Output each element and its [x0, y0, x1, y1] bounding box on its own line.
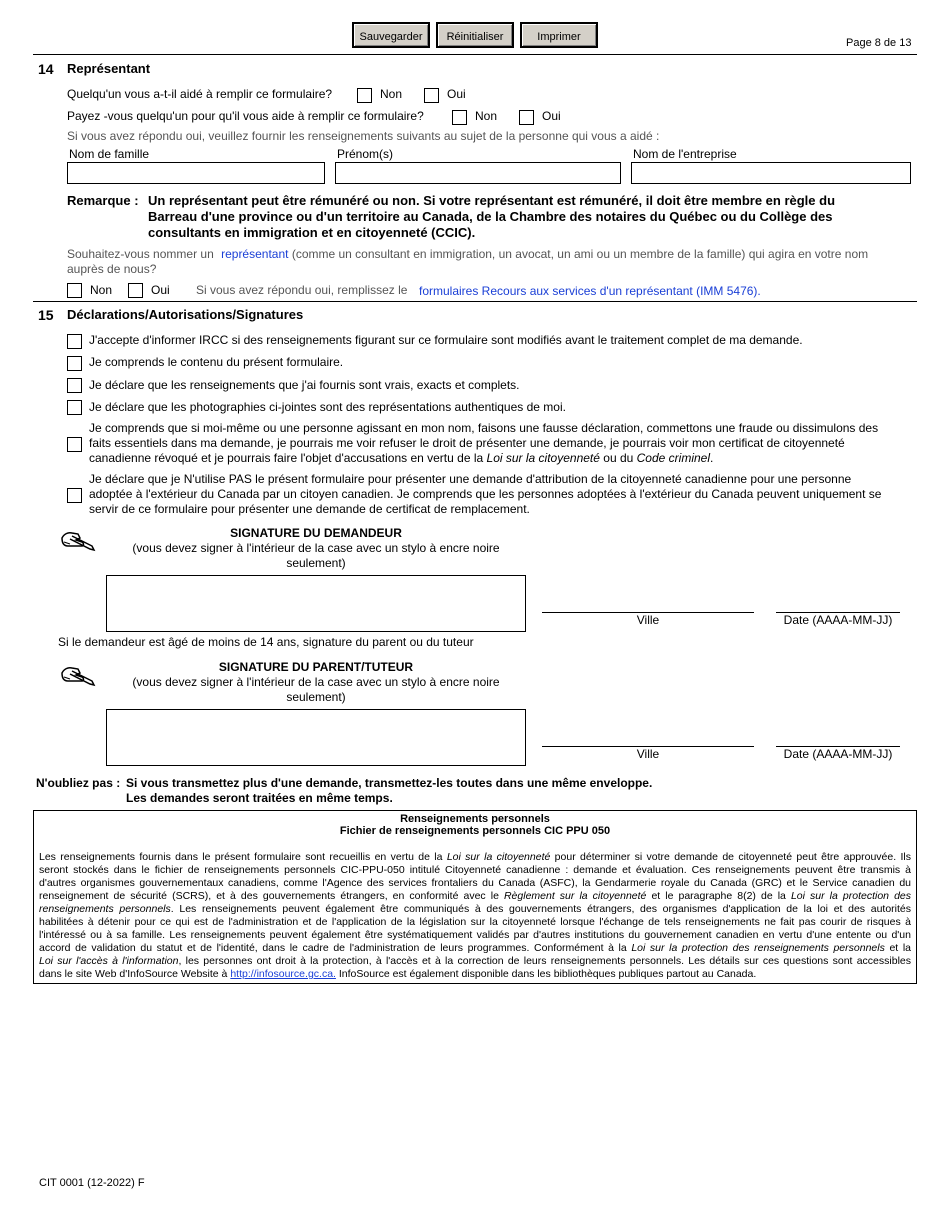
privacy-line: [39, 942, 911, 955]
appoint-suffix: (comme un consultant en immigration, un avocat, un ami ou un membre de la famille) qui agira en votre nom: [291, 247, 869, 261]
declaration-fraud-checkbox[interactable]: [67, 437, 82, 452]
section-15-title: Déclarations/Autorisations/Signatures: [67, 307, 304, 322]
representative-link[interactable]: représentant: [221, 247, 289, 261]
fraud-line-3-c: .: [710, 451, 714, 465]
parent-signature-instruction-1: (vous devez signer à l'intérieur de la case avec un stylo à encre noire: [132, 675, 500, 689]
paid-no-checkbox[interactable]: [452, 110, 467, 125]
privacy-text: seront stockés dans le fichier de renseignements personnels CIC-PPU-050 intitulé Citoyenneté canadienne : demande et évaluation. Ces renseignements peuvent être transmis à: [39, 864, 911, 876]
privacy-line: [39, 929, 911, 942]
applicant-signature-instruction-2: seulement): [286, 556, 346, 570]
helped-yes-label: Oui: [447, 87, 466, 101]
appoint-yes-label: Oui: [151, 283, 170, 297]
paid-no-label: Non: [475, 109, 498, 123]
applicant-city-label: Ville: [636, 613, 660, 627]
privacy-line: [39, 916, 911, 929]
criminal-code: Code criminel: [636, 451, 710, 465]
privacy-text: d'autres organismes gouvernementaux canadiens, comme l'Agence des services frontaliers du Canada (ASFC), la Gendarmerie royale du Canada (GRC) et le Service canadien du: [39, 877, 911, 889]
privacy-text: InfoSource est également disponible dans les bibliothèques publiques partout au Canada.: [335, 968, 757, 980]
helped-no-label: Non: [380, 87, 403, 101]
privacy-text: Les renseignements fournis dans le présent formulaire sont recueillis en vertu de la: [39, 851, 447, 863]
applicant-signature-box[interactable]: [106, 575, 526, 632]
privacy-title: Renseignements personnels: [400, 813, 550, 825]
privacy-text: dans le site Web d'InfoSource Website à: [39, 968, 231, 980]
last-name-input[interactable]: [67, 162, 325, 184]
appoint-followup: Si vous avez répondu oui, remplissez le: [196, 283, 408, 297]
appoint-question: [67, 247, 868, 261]
paid-yes-checkbox[interactable]: [519, 110, 534, 125]
privacy-text: renseignement de sécurité (SCRS), et à des gouvernements étrangers, en conformité avec le: [39, 890, 504, 902]
parent-signature-box[interactable]: [106, 709, 526, 766]
fraud-line-3-a: canadienne révoqué et je pourrais faire l'objet d'accusations en vertu de la: [89, 451, 484, 465]
privacy-text: l'intéressé ou à sa famille. Les renseignements peuvent également être systématiquement validés par d'autres institutions du gouvernement canadien en vertu d'une entente ou d'un: [39, 929, 911, 941]
first-name-input[interactable]: [335, 162, 621, 184]
section-15-number: 15: [38, 307, 54, 323]
reminder-line-2: Les demandes seront traitées en même temps.: [126, 791, 393, 805]
remark-line-2: Barreau d'une province ou d'un territoire au Canada, de la Chambre des notaires du Québec ou du Collège des: [148, 209, 833, 224]
company-input[interactable]: [631, 162, 911, 184]
reset-button[interactable]: Réinitialiser: [436, 22, 514, 48]
fraud-line-3-b: ou du: [603, 451, 634, 465]
save-button[interactable]: Sauvegarder: [352, 22, 430, 48]
section-14-number: 14: [38, 61, 54, 77]
declaration-3-checkbox[interactable]: [67, 378, 82, 393]
page-number: Page 8 de 13: [846, 37, 912, 49]
section-14-title: Représentant: [67, 61, 151, 76]
remark-line-3: consultants en immigration et en citoyenneté (CCIC).: [148, 225, 476, 240]
privacy-text: . Les renseignements peuvent également être communiqués à des gouvernements étrangers, des organismes d'application de la loi et des autorités: [170, 903, 912, 915]
privacy-line: [39, 903, 911, 916]
print-button[interactable]: Imprimer: [520, 22, 598, 48]
adoption-line-1: Je déclare que je N'utilise PAS le présent formulaire pour présenter une demande d'attribution de la citoyenneté canadienne pour une personne: [89, 472, 852, 486]
divider: [33, 54, 917, 55]
infosource-link[interactable]: http://infosource.gc.ca.: [230, 968, 336, 980]
signing-hand-icon: [58, 659, 98, 687]
privacy-text: et la: [884, 942, 911, 954]
appoint-prefix: Souhaitez-vous nommer un: [67, 247, 214, 261]
helped-yes-checkbox[interactable]: [424, 88, 439, 103]
privacy-subtitle: Fichier de renseignements personnels CIC PPU 050: [339, 825, 611, 837]
appoint-no-checkbox[interactable]: [67, 283, 82, 298]
question-paid: Payez -vous quelqu'un pour qu'il vous aide à remplir ce formulaire?: [67, 109, 424, 123]
privacy-italic-text: renseignements personnels: [39, 903, 171, 915]
declaration-2-checkbox[interactable]: [67, 356, 82, 371]
last-name-label: Nom de famille: [69, 147, 150, 161]
citizenship-act: Loi sur la citoyenneté: [486, 451, 600, 465]
divider: [33, 301, 917, 302]
applicant-date-label: Date (AAAA-MM-JJ): [783, 613, 893, 627]
privacy-line: [39, 968, 911, 981]
paid-yes-label: Oui: [542, 109, 561, 123]
privacy-italic-text: Loi sur la citoyenneté: [446, 851, 551, 863]
fraud-line-3: [89, 451, 713, 465]
declaration-1-text: J'accepte d'informer IRCC si des renseignements figurant sur ce formulaire sont modifiés avant le traitement complet de ma demande.: [89, 333, 803, 347]
privacy-italic-text: Loi sur la protection des: [790, 890, 912, 902]
remark-line-1: Un représentant peut être rémunéré ou non. Si votre représentant est rémunéré, il doit être membre en règle du: [148, 193, 836, 208]
company-label: Nom de l'entreprise: [633, 147, 737, 161]
privacy-italic-text: Loi sur l'accès à l'information: [39, 955, 179, 967]
parent-signature-title: SIGNATURE DU PARENT/TUTEUR: [218, 660, 414, 674]
imm5476-link[interactable]: formulaires Recours aux services d'un représentant (IMM 5476).: [419, 284, 761, 298]
appoint-yes-checkbox[interactable]: [128, 283, 143, 298]
privacy-text: , les personnes ont droit à la protection, à l'accès et à la correction de leurs renseignements personnels. Les détails sur ces questions sont accessibles: [178, 955, 911, 967]
declaration-4-checkbox[interactable]: [67, 400, 82, 415]
privacy-text: et le paragraphe 8(2) de la: [646, 890, 791, 902]
privacy-italic-text: Règlement sur la citoyenneté: [503, 890, 647, 902]
privacy-line: [39, 955, 911, 968]
first-name-label: Prénom(s): [337, 147, 394, 161]
helper-instruction: Si vous avez répondu oui, veuillez fournir les renseignements suivants au sujet de la personne qui vous a aidé :: [67, 129, 660, 143]
applicant-signature-instruction-1: (vous devez signer à l'intérieur de la case avec un stylo à encre noire: [132, 541, 500, 555]
signing-hand-icon: [58, 524, 98, 552]
appoint-question-line-2: auprès de nous?: [67, 262, 157, 276]
adoption-line-2: adoptée à l'extérieur du Canada par un citoyen canadien. Je comprends que les personnes adoptées à l'extérieur du Canada peuvent uniquement se: [89, 487, 882, 501]
privacy-italic-text: Loi sur la protection des renseignements personnels: [631, 942, 885, 954]
privacy-line: [39, 864, 911, 877]
fraud-line-2: faits essentiels dans ma demande, je pourrais me voir refuser le droit de présenter une demande, je pourrais voir mon certificat de citoyenneté: [89, 436, 845, 450]
appoint-no-label: Non: [90, 283, 113, 297]
privacy-body: [39, 851, 911, 981]
declaration-4-text: Je déclare que les photographies ci-jointes sont des représentations authentiques de moi.: [89, 400, 566, 414]
declaration-3-text: Je déclare que les renseignements que j'ai fournis sont vrais, exacts et complets.: [89, 378, 520, 392]
remark-label: Remarque :: [67, 193, 139, 208]
privacy-text: accord de validation du statut et de l'identité, dans le cadre de l'administration de leurs programmes. Conformément à la: [39, 942, 632, 954]
question-helped: Quelqu'un vous a-t-il aidé à remplir ce formulaire?: [67, 87, 333, 101]
declaration-adoption-checkbox[interactable]: [67, 488, 82, 503]
parent-city-label: Ville: [636, 747, 660, 761]
privacy-text: pour déterminer si votre demande de citoyenneté peut être approuvée. Ils: [550, 851, 911, 863]
privacy-line: [39, 877, 911, 890]
form-code: CIT 0001 (12-2022) F: [39, 1177, 145, 1189]
reminder-label: N'oubliez pas :: [36, 776, 121, 790]
helped-no-checkbox[interactable]: [357, 88, 372, 103]
applicant-signature-title: SIGNATURE DU DEMANDEUR: [230, 526, 402, 540]
privacy-line: [39, 890, 911, 903]
reminder-line-1: Si vous transmettez plus d'une demande, transmettez-les toutes dans une même enveloppe.: [126, 776, 653, 790]
privacy-text: habilitées à détenir pour ce qui est de l'administration et de l'application de la législation sur la citoyenneté lorsque l'échange de tels renseignements ne fait pas courir de risques à: [39, 916, 911, 928]
privacy-notice-box: [33, 810, 917, 984]
fraud-line-1: Je comprends que si moi-même ou une personne agissant en mon nom, faisons une fausse déclaration, commettons une fraude ou dissimulons des: [89, 421, 879, 435]
parent-date-label: Date (AAAA-MM-JJ): [783, 747, 893, 761]
declaration-2-text: Je comprends le contenu du présent formulaire.: [89, 355, 344, 369]
parent-signature-instruction-2: seulement): [286, 690, 346, 704]
adoption-line-3: servir de ce formulaire pour présenter une demande de certificat de remplacement.: [89, 502, 530, 516]
privacy-line: [39, 851, 911, 864]
minor-note: Si le demandeur est âgé de moins de 14 ans, signature du parent ou du tuteur: [58, 635, 474, 649]
declaration-1-checkbox[interactable]: [67, 334, 82, 349]
